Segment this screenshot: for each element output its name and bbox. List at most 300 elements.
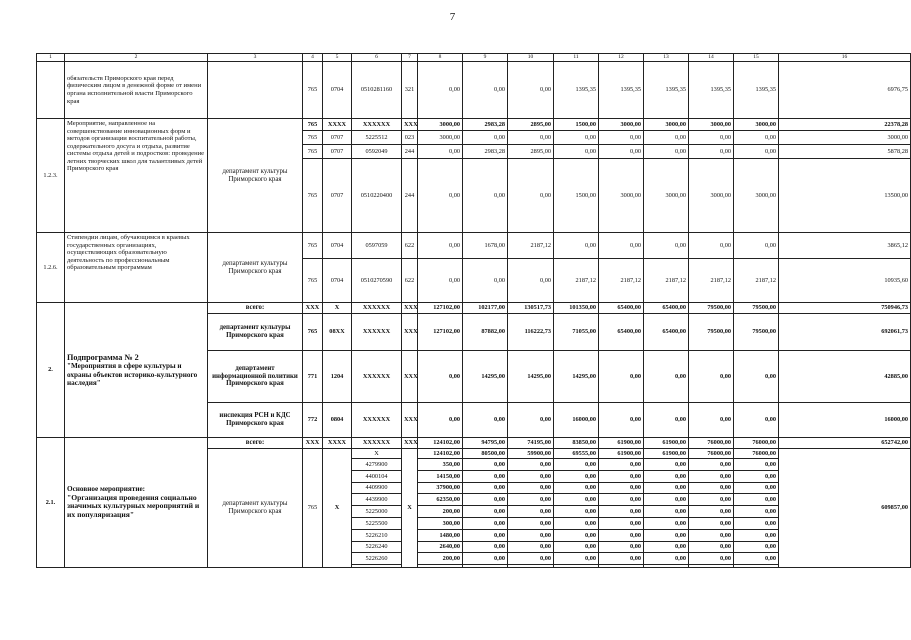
year-value: 0,00 [644, 518, 689, 530]
code-target: 5226260 [352, 553, 402, 565]
total-value: 6976,75 [779, 62, 911, 119]
year-value: 37900,00 [418, 482, 463, 494]
code-target: XXXXXX [352, 314, 402, 351]
executor: всего: [208, 303, 303, 314]
year-value: 69555,00 [554, 448, 599, 458]
column-number: 13 [644, 54, 689, 62]
year-value: 101350,00 [554, 303, 599, 314]
total-value: 13500,00 [779, 159, 911, 233]
executor: департамент культуры Приморского края [208, 448, 303, 567]
year-value: 0,00 [508, 553, 554, 565]
year-value [554, 565, 599, 568]
code-expense: 321 [402, 62, 418, 119]
total-value: 22378,28 [779, 119, 911, 131]
executor: департамент культуры Приморского края [208, 233, 303, 303]
year-value: 3000,00 [644, 159, 689, 233]
code-ministry: 765 [303, 314, 323, 351]
year-value: 61900,00 [644, 448, 689, 458]
year-value: 2187,12 [644, 259, 689, 303]
year-value: 76000,00 [734, 438, 779, 449]
year-value: 65400,00 [644, 303, 689, 314]
year-value: 2895,00 [508, 119, 554, 131]
subprogram-title: Подпрограмма № 2 [67, 352, 139, 362]
year-value: 0,00 [734, 529, 779, 541]
column-number: 9 [463, 54, 508, 62]
year-value: 0,00 [418, 233, 463, 259]
column-number: 16 [779, 54, 911, 62]
year-value: 1500,00 [554, 119, 599, 131]
code-target: 0510220400 [352, 159, 402, 233]
year-value: 0,00 [644, 459, 689, 471]
activity-name: "Организация проведения социально значимых культурных мероприятий и их популяризация" [67, 492, 200, 520]
item-text [65, 438, 208, 568]
year-value: 62350,00 [418, 494, 463, 506]
item-text [65, 303, 208, 438]
code-expense: XXX [402, 351, 418, 403]
year-value: 87882,00 [463, 314, 508, 351]
year-value: 0,00 [644, 529, 689, 541]
code-ministry: XXX [303, 303, 323, 314]
year-value: 130517,73 [508, 303, 554, 314]
year-value: 0,00 [734, 403, 779, 438]
year-value: 0,00 [599, 541, 644, 553]
year-value: 0,00 [554, 459, 599, 471]
total-value: 5878,28 [779, 145, 911, 159]
year-value: 0,00 [734, 518, 779, 530]
year-value: 0,00 [418, 145, 463, 159]
code-section: XXXX [323, 438, 352, 449]
year-value: 0,00 [463, 506, 508, 518]
year-value: 1480,00 [418, 529, 463, 541]
table-row [37, 438, 911, 449]
code-section: 0704 [323, 259, 352, 303]
year-value: 127102,00 [418, 314, 463, 351]
year-value: 0,00 [508, 259, 554, 303]
year-value: 79500,00 [734, 314, 779, 351]
year-value: 2187,12 [734, 259, 779, 303]
code-section: X [323, 303, 352, 314]
column-number: 11 [554, 54, 599, 62]
year-value: 200,00 [418, 553, 463, 565]
code-ministry: 772 [303, 403, 323, 438]
year-value: 0,00 [689, 494, 734, 506]
code-target: XXXXXX [352, 438, 402, 449]
year-value: 0,00 [599, 482, 644, 494]
code-ministry: 765 [303, 131, 323, 145]
executor: инспекция РСН и КДС Приморского края [208, 403, 303, 438]
year-value: 14150,00 [418, 470, 463, 482]
code-target: 5225512 [352, 131, 402, 145]
code-ministry: 765 [303, 233, 323, 259]
code-ministry: 765 [303, 259, 323, 303]
total-value: 16000,00 [779, 403, 911, 438]
year-value: 0,00 [644, 506, 689, 518]
total-value: 3000,00 [779, 131, 911, 145]
code-target: 5226240 [352, 541, 402, 553]
year-value [508, 565, 554, 568]
year-value: 3000,00 [644, 119, 689, 131]
year-value: 0,00 [644, 233, 689, 259]
budget-table [36, 53, 911, 568]
year-value: 14295,00 [554, 351, 599, 403]
activity-type: Основное мероприятие: [67, 485, 146, 494]
code-section: 1204 [323, 351, 352, 403]
year-value: 0,00 [689, 518, 734, 530]
year-value: 0,00 [554, 518, 599, 530]
code-target: 4400104 [352, 470, 402, 482]
total-value: 692061,73 [779, 314, 911, 351]
executor: департамент информационной политики Приморского края [208, 351, 303, 403]
year-value [599, 565, 644, 568]
year-value: 1395,35 [734, 62, 779, 119]
code-ministry: 771 [303, 351, 323, 403]
year-value: 2187,12 [508, 233, 554, 259]
year-value: 0,00 [463, 259, 508, 303]
column-number: 15 [734, 54, 779, 62]
code-target: XXXXXX [352, 403, 402, 438]
year-value: 65400,00 [599, 303, 644, 314]
code-section: 08XX [323, 314, 352, 351]
year-value: 2895,00 [508, 145, 554, 159]
year-value: 61900,00 [644, 438, 689, 449]
year-value: 0,00 [734, 541, 779, 553]
code-target: XXXXXX [352, 351, 402, 403]
year-value: 0,00 [599, 403, 644, 438]
year-value: 0,00 [644, 131, 689, 145]
code-section: 0804 [323, 403, 352, 438]
code-section: 0704 [323, 233, 352, 259]
year-value: 76000,00 [734, 448, 779, 458]
year-value: 350,00 [418, 459, 463, 471]
table-row [37, 233, 911, 259]
code-ministry: 765 [303, 448, 323, 567]
table-row [37, 62, 911, 119]
year-value: 0,00 [599, 494, 644, 506]
year-value: 0,00 [508, 470, 554, 482]
year-value: 0,00 [599, 351, 644, 403]
year-value: 65400,00 [599, 314, 644, 351]
year-value: 0,00 [599, 518, 644, 530]
code-expense: XXX [402, 119, 418, 131]
year-value: 2983,28 [463, 145, 508, 159]
year-value: 3000,00 [734, 159, 779, 233]
code-expense: XXX [402, 303, 418, 314]
year-value: 0,00 [554, 541, 599, 553]
year-value [689, 565, 734, 568]
code-section: X [323, 448, 352, 567]
total-value: 3865,12 [779, 233, 911, 259]
total-value: 652742,00 [779, 438, 911, 449]
year-value: 1395,35 [554, 62, 599, 119]
code-ministry: 765 [303, 159, 323, 233]
year-value: 14295,00 [463, 351, 508, 403]
year-value [734, 565, 779, 568]
year-value: 0,00 [689, 145, 734, 159]
year-value: 0,00 [689, 403, 734, 438]
executor [208, 62, 303, 119]
year-value [463, 565, 508, 568]
year-value: 1395,35 [644, 62, 689, 119]
year-value: 0,00 [418, 351, 463, 403]
year-value: 0,00 [689, 529, 734, 541]
item-number: 2. [37, 303, 65, 438]
subprogram-name: "Мероприятия в сфере культуры и охраны объектов историко-культурного наследия" [67, 362, 198, 387]
year-value: 0,00 [554, 233, 599, 259]
year-value: 0,00 [418, 259, 463, 303]
year-value: 0,00 [734, 233, 779, 259]
code-target: 5225500 [352, 518, 402, 530]
year-value: 1678,00 [463, 233, 508, 259]
code-target: XXXXXX [352, 303, 402, 314]
year-value: 0,00 [599, 145, 644, 159]
page-number: 7 [449, 11, 456, 23]
year-value: 3000,00 [599, 159, 644, 233]
year-value: 0,00 [463, 159, 508, 233]
year-value: 0,00 [599, 131, 644, 145]
year-value: 0,00 [734, 459, 779, 471]
column-number: 6 [352, 54, 402, 62]
code-expense: XXX [402, 403, 418, 438]
year-value: 0,00 [508, 529, 554, 541]
header-row [37, 54, 911, 62]
year-value: 0,00 [463, 470, 508, 482]
year-value: 3000,00 [418, 119, 463, 131]
table-row [37, 119, 911, 131]
year-value: 1395,35 [689, 62, 734, 119]
year-value: 0,00 [463, 403, 508, 438]
column-number: 12 [599, 54, 644, 62]
year-value: 3000,00 [418, 131, 463, 145]
year-value: 0,00 [644, 403, 689, 438]
year-value: 0,00 [508, 459, 554, 471]
year-value [418, 565, 463, 568]
code-target: XXXXXX [352, 119, 402, 131]
item-number [37, 62, 65, 119]
year-value: 61900,00 [599, 438, 644, 449]
year-value: 76000,00 [689, 438, 734, 449]
year-value: 116222,73 [508, 314, 554, 351]
year-value: 0,00 [463, 518, 508, 530]
code-expense: X [402, 448, 418, 567]
column-number: 14 [689, 54, 734, 62]
year-value: 0,00 [599, 459, 644, 471]
item-text: обязательств Приморского края перед физическим лицом в денежной форме от имени органа исполнительной власти Приморского края [65, 62, 208, 119]
code-target: 0510281160 [352, 62, 402, 119]
year-value: 0,00 [599, 470, 644, 482]
year-value: 0,00 [554, 145, 599, 159]
year-value: 0,00 [599, 506, 644, 518]
code-target: 4409900 [352, 482, 402, 494]
year-value: 0,00 [734, 145, 779, 159]
year-value: 0,00 [689, 351, 734, 403]
code-target: 0510270590 [352, 259, 402, 303]
code-target: X [352, 448, 402, 458]
item-number: 2.1. [37, 438, 65, 568]
year-value: 0,00 [508, 159, 554, 233]
year-value: 2187,12 [689, 259, 734, 303]
year-value: 0,00 [644, 482, 689, 494]
code-section: 0707 [323, 131, 352, 145]
executor: департамент культуры Приморского края [208, 119, 303, 233]
code-target: 0597059 [352, 233, 402, 259]
column-number: 3 [208, 54, 303, 62]
year-value: 0,00 [644, 553, 689, 565]
year-value: 0,00 [463, 529, 508, 541]
year-value: 80500,00 [463, 448, 508, 458]
code-section: XXXX [323, 119, 352, 131]
year-value: 0,00 [418, 159, 463, 233]
year-value: 79500,00 [734, 303, 779, 314]
total-value: 42885,00 [779, 351, 911, 403]
year-value: 0,00 [599, 233, 644, 259]
year-value: 0,00 [554, 494, 599, 506]
year-value: 0,00 [508, 541, 554, 553]
year-value: 94795,00 [463, 438, 508, 449]
year-value: 0,00 [554, 470, 599, 482]
year-value: 0,00 [508, 506, 554, 518]
column-number: 8 [418, 54, 463, 62]
year-value: 0,00 [644, 351, 689, 403]
year-value: 0,00 [689, 233, 734, 259]
year-value: 0,00 [644, 470, 689, 482]
year-value: 0,00 [418, 403, 463, 438]
year-value: 0,00 [644, 541, 689, 553]
executor: всего: [208, 438, 303, 449]
year-value: 0,00 [689, 482, 734, 494]
year-value: 0,00 [463, 459, 508, 471]
year-value: 0,00 [689, 506, 734, 518]
year-value: 0,00 [508, 403, 554, 438]
code-expense: XXX [402, 438, 418, 449]
year-value: 0,00 [554, 506, 599, 518]
year-value: 0,00 [554, 482, 599, 494]
year-value: 14295,00 [508, 351, 554, 403]
year-value: 1500,00 [554, 159, 599, 233]
code-expense: 023 [402, 131, 418, 145]
year-value: 0,00 [599, 529, 644, 541]
year-value: 0,00 [734, 351, 779, 403]
code-section: 0707 [323, 145, 352, 159]
year-value: 76000,00 [689, 448, 734, 458]
year-value: 59900,00 [508, 448, 554, 458]
year-value: 127102,00 [418, 303, 463, 314]
column-number: 5 [323, 54, 352, 62]
year-value: 0,00 [734, 553, 779, 565]
code-target: 5225000 [352, 506, 402, 518]
code-expense: 244 [402, 145, 418, 159]
code-target: 0592049 [352, 145, 402, 159]
year-value: 3000,00 [734, 119, 779, 131]
executor: департамент культуры Приморского края [208, 314, 303, 351]
year-value: 2640,00 [418, 541, 463, 553]
year-value: 2187,12 [599, 259, 644, 303]
year-value: 0,00 [689, 541, 734, 553]
table-row [37, 303, 911, 314]
year-value: 0,00 [689, 553, 734, 565]
year-value: 0,00 [599, 553, 644, 565]
code-target [352, 565, 402, 568]
year-value: 0,00 [463, 482, 508, 494]
year-value: 0,00 [734, 494, 779, 506]
year-value: 2187,12 [554, 259, 599, 303]
year-value: 74195,00 [508, 438, 554, 449]
item-number: 1.2.3. [37, 119, 65, 233]
item-text: Мероприятие, направленное на совершенствование инновационных форм и методов организации воспитательной работы, содержательного досуга и отдыха, развитие системы отдыха детей и подростков: проведение летних творческих школ для талантливых детей Приморского края [65, 119, 208, 233]
year-value: 0,00 [689, 470, 734, 482]
code-ministry: 765 [303, 119, 323, 131]
code-ministry: 765 [303, 62, 323, 119]
year-value: 0,00 [554, 553, 599, 565]
total-value: 10935,60 [779, 259, 911, 303]
year-value: 0,00 [508, 518, 554, 530]
year-value: 71055,00 [554, 314, 599, 351]
code-section: 0707 [323, 159, 352, 233]
code-expense: XXX [402, 314, 418, 351]
code-ministry: XXX [303, 438, 323, 449]
year-value: 0,00 [508, 482, 554, 494]
code-expense: 622 [402, 233, 418, 259]
year-value: 0,00 [463, 494, 508, 506]
column-number: 1 [37, 54, 65, 62]
total-value: 609857,00 [779, 448, 911, 567]
year-value: 2983,28 [463, 119, 508, 131]
year-value: 0,00 [463, 553, 508, 565]
code-ministry: 765 [303, 145, 323, 159]
year-value: 0,00 [734, 482, 779, 494]
column-number: 4 [303, 54, 323, 62]
year-value [644, 565, 689, 568]
year-value: 200,00 [418, 506, 463, 518]
year-value: 0,00 [418, 62, 463, 119]
year-value: 83850,00 [554, 438, 599, 449]
year-value: 0,00 [644, 494, 689, 506]
year-value: 65400,00 [644, 314, 689, 351]
code-target: 4439900 [352, 494, 402, 506]
year-value: 0,00 [463, 131, 508, 145]
year-value: 0,00 [689, 131, 734, 145]
item-text: Стипендии лицам, обучающимся в краевых государственных организациях, осуществляющих образовательную деятельность по профессиональным образовательным программам [65, 233, 208, 303]
year-value: 300,00 [418, 518, 463, 530]
column-number: 10 [508, 54, 554, 62]
year-value: 61900,00 [599, 448, 644, 458]
column-number: 7 [402, 54, 418, 62]
year-value: 0,00 [554, 131, 599, 145]
year-value: 79500,00 [689, 303, 734, 314]
column-number: 2 [65, 54, 208, 62]
year-value: 16000,00 [554, 403, 599, 438]
code-section: 0704 [323, 62, 352, 119]
year-value: 124102,00 [418, 438, 463, 449]
code-expense: 622 [402, 259, 418, 303]
year-value: 3000,00 [599, 119, 644, 131]
total-value: 750946,73 [779, 303, 911, 314]
code-expense: 244 [402, 159, 418, 233]
year-value: 0,00 [644, 145, 689, 159]
year-value: 0,00 [689, 459, 734, 471]
year-value: 0,00 [463, 62, 508, 119]
code-target: 4279900 [352, 459, 402, 471]
year-value: 0,00 [463, 541, 508, 553]
item-number: 1.2.6. [37, 233, 65, 303]
year-value: 1395,35 [599, 62, 644, 119]
year-value: 0,00 [734, 506, 779, 518]
year-value: 3000,00 [689, 119, 734, 131]
year-value: 79500,00 [689, 314, 734, 351]
year-value: 0,00 [554, 529, 599, 541]
year-value: 3000,00 [689, 159, 734, 233]
year-value: 0,00 [734, 470, 779, 482]
year-value: 102177,00 [463, 303, 508, 314]
